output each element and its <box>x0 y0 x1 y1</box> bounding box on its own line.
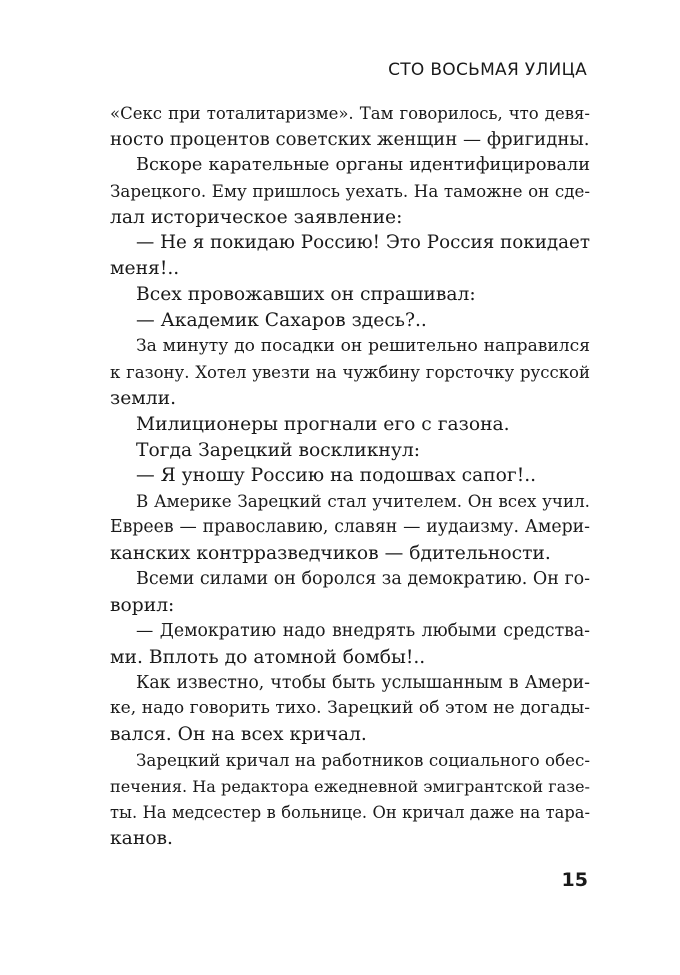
text-line: канских контрразведчиков — бдительности. <box>110 543 551 565</box>
running-title: СТО ВОСЬМАЯ УЛИЦА <box>388 60 587 80</box>
text-line: — Демократию надо внедрять любыми средства- <box>136 620 590 641</box>
text-line: — Я уношу Россию на подошвах сапог!.. <box>136 465 537 487</box>
text-line: Как известно, чтобы быть услышанным в Амери- <box>136 672 590 693</box>
text-line: ке, надо говорить тихо. Зарецкий об этом не догады- <box>110 698 590 719</box>
text-line: Милиционеры прогнали его с газона. <box>136 413 510 435</box>
text-line: Зарецкий кричал на работников социального обес- <box>136 750 590 771</box>
text-line: ми. Вплоть до атомной бомбы!.. <box>110 646 426 668</box>
text-line: канов. <box>110 827 173 849</box>
text-line: меня!.. <box>110 258 180 280</box>
text-line: ворил: <box>110 594 175 616</box>
text-line: ты. На медсестер в больнице. Он кричал даже на тара- <box>110 803 590 823</box>
text-line: к газону. Хотел увезти на чужбину горсточку русской <box>110 362 590 382</box>
text-line: печения. На редактора ежедневной эмигрантской газе- <box>110 777 590 797</box>
text-line: вался. Он на всех кричал. <box>110 724 367 746</box>
text-line: — Академик Сахаров здесь?.. <box>136 310 427 332</box>
page-number: 15 <box>561 869 588 891</box>
text-line: — Не я покидаю Россию! Это Россия покидает <box>136 232 590 254</box>
text-line: Всеми силами он боролся за демократию. Он го- <box>136 569 591 590</box>
text-line: Всех провожавших он спрашивал: <box>136 284 476 306</box>
text-line: Вскоре карательные органы идентифицировали <box>136 154 590 175</box>
text-line: носто процентов советских женщин — фригидны. <box>110 128 590 150</box>
text-line: «Секс при тоталитаризме». Там говорилось, что девя- <box>110 104 590 123</box>
body-text <box>110 101 590 852</box>
text-line: лал историческое заявление: <box>110 206 403 228</box>
text-line: В Америке Зарецкий стал учителем. Он всех учил. <box>136 491 590 512</box>
text-line: Зарецкого. Ему пришлось уехать. На таможне он сде- <box>110 180 590 201</box>
text-line: Евреев — православию, славян — иудаизму. Амери- <box>110 517 590 538</box>
text-line: Тогда Зарецкий воскликнул: <box>136 439 420 461</box>
text-line: За минуту до посадки он решительно направился <box>136 336 590 357</box>
text-line: земли. <box>110 387 177 409</box>
